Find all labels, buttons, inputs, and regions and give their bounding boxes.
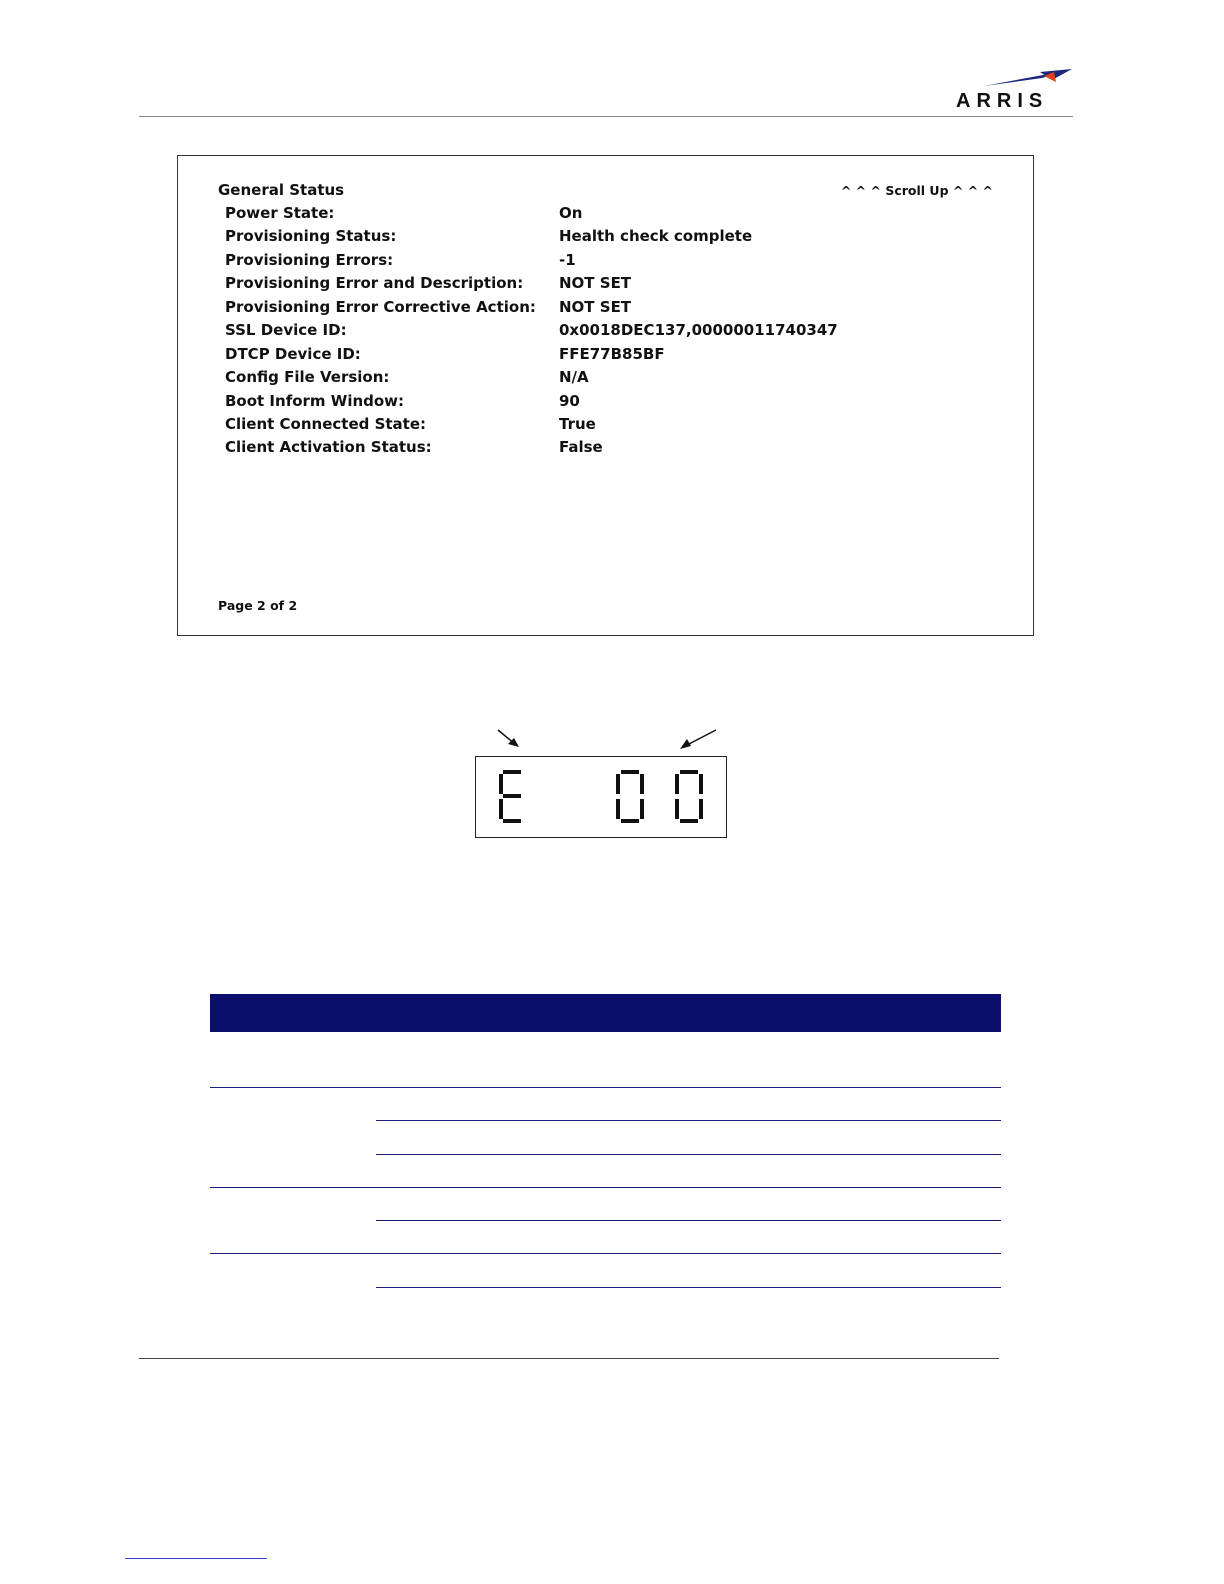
status-row-corrective-action (225, 298, 1005, 320)
status-label: Client Activation Status: (225, 438, 432, 456)
status-label: Config File Version: (225, 368, 390, 386)
arris-logo-swoosh-icon (982, 68, 1074, 90)
status-row-dtcp-device-id (225, 345, 1005, 367)
table-row-divider (210, 1087, 1001, 1088)
status-label: Provisioning Status: (225, 227, 397, 245)
status-row-client-activation-status (225, 438, 1005, 460)
footer-link-underline[interactable] (125, 1558, 267, 1559)
table-row-divider (210, 1253, 1001, 1254)
status-value: FFE77B85BF (559, 345, 665, 363)
status-label: Power State: (225, 204, 335, 222)
status-value: NOT SET (559, 298, 632, 316)
left-callout-arrow-icon (498, 730, 519, 747)
lcd-digit-zero (616, 770, 644, 823)
status-value: NOT SET (559, 274, 632, 292)
lcd-display-figure (475, 725, 735, 840)
lcd-digit-e (499, 770, 521, 823)
status-label: SSL Device ID: (225, 321, 347, 339)
screen-title: General Status (218, 181, 345, 199)
seven-segment-readout (476, 757, 726, 837)
status-value: 0x0018DEC137,00000011740347 (559, 321, 838, 339)
status-label: Provisioning Error Corrective Action: (225, 298, 536, 316)
logo-wordmark: ARRIS (956, 90, 1049, 112)
status-value: Health check complete (559, 227, 753, 245)
status-value: -1 (559, 251, 576, 269)
status-value: 90 (559, 392, 580, 410)
status-row-client-connected-state (225, 415, 1005, 437)
table-subrow-divider (376, 1287, 1001, 1288)
arris-logo (956, 68, 1076, 114)
page-indicator: Page 2 of 2 (218, 598, 298, 613)
footer-rule (139, 1358, 999, 1359)
lcd-panel (475, 756, 727, 838)
callout-arrows (475, 725, 735, 759)
lcd-digit-zero (675, 770, 703, 823)
table-subrow-divider (376, 1120, 1001, 1121)
status-label: Boot Inform Window: (225, 392, 405, 410)
status-label: Provisioning Errors: (225, 251, 394, 269)
table-subrow-divider (376, 1154, 1001, 1155)
scroll-up-hint: ^ ^ ^ Scroll Up ^ ^ ^ (840, 183, 993, 198)
table-row-divider (210, 1187, 1001, 1188)
status-value: True (559, 415, 596, 433)
status-row-provisioning-status (225, 227, 1005, 249)
status-row-boot-inform-window (225, 392, 1005, 414)
status-label: DTCP Device ID: (225, 345, 361, 363)
status-value: On (559, 204, 583, 222)
right-callout-arrow-icon (680, 730, 716, 749)
status-value: N/A (559, 368, 589, 386)
table-subrow-divider (376, 1220, 1001, 1221)
status-label: Client Connected State: (225, 415, 427, 433)
status-row-config-file-version (225, 368, 1005, 390)
general-status-screen (177, 155, 1034, 636)
status-row-power-state (225, 204, 1005, 226)
table-header-bar (210, 994, 1001, 1032)
status-row-provisioning-errors (225, 251, 1005, 273)
status-label: Provisioning Error and Description: (225, 274, 524, 292)
status-value: False (559, 438, 603, 456)
status-row-ssl-device-id (225, 321, 1005, 343)
header-rule (139, 116, 1073, 117)
status-row-error-description (225, 274, 1005, 296)
